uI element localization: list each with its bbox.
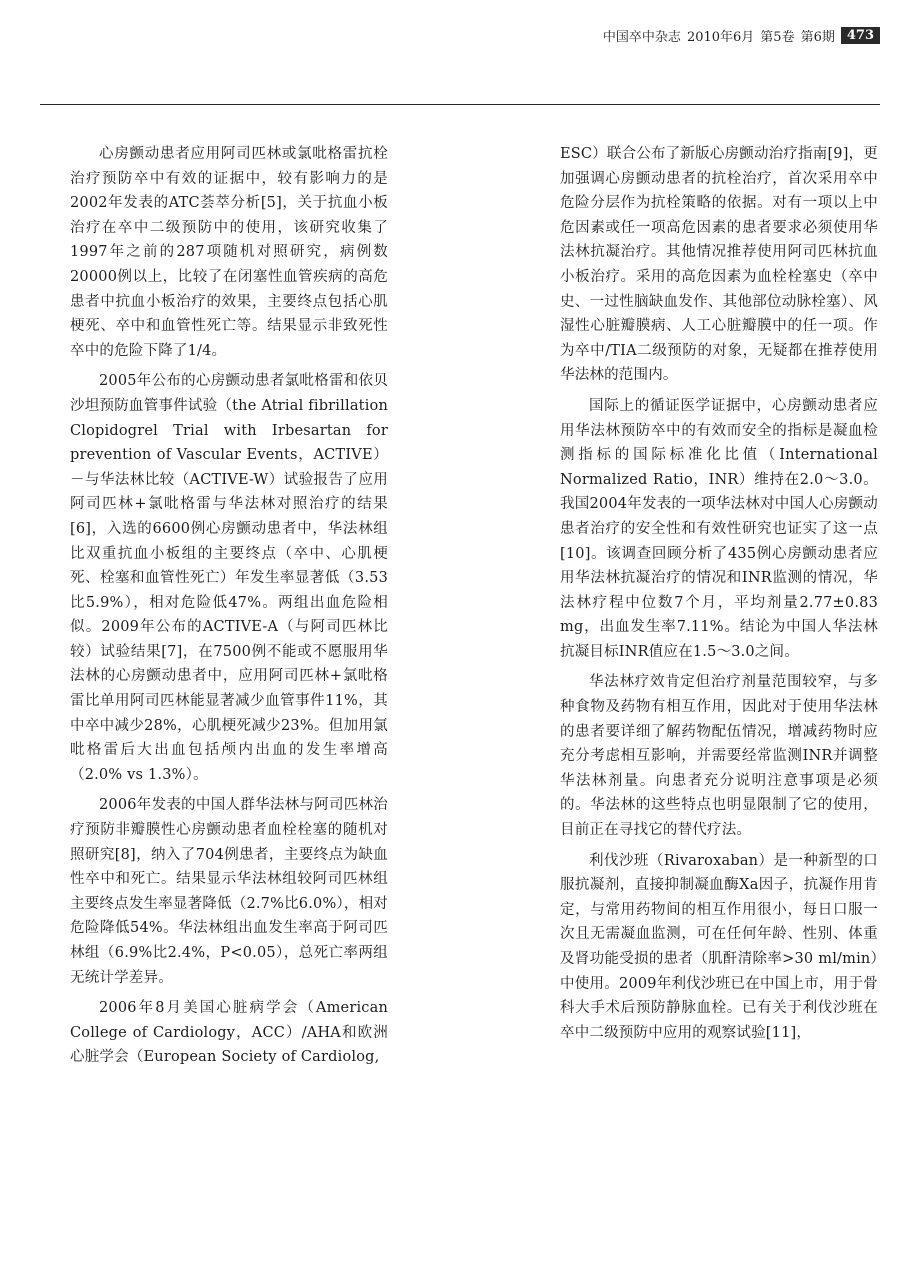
paragraph: 利伐沙班（Rivaroxaban）是一种新型的口服抗凝剂，直接抑制凝血酶Xa因子，抗凝作用肯定，与常用药物间的相互作用很小，每日口服一次且无需凝血监测，可在任何年龄、性别、体重及肾功能受损的患者（肌酐清除率>30 ml/min）中使用。2009年利伐沙班已在中国上市，用于骨科大手术后预防静脉血栓。已有关于利伐沙班在卒中二级预防中应用的观察试验[11]，: [560, 852, 878, 1041]
running-header: [603, 26, 880, 45]
journal-name: 中国卒中杂志: [602, 30, 681, 45]
header-rule: [40, 104, 880, 105]
issue-number: 第6期: [800, 30, 835, 45]
right-column: [560, 142, 878, 1076]
paragraph: 心房颤动患者应用阿司匹林或氯吡格雷抗栓治疗预防卒中有效的证据中，较有影响力的是2002年发表的ATC荟萃分析[5]，关于抗血小板治疗在卒中二级预防中的使用，该研究收集了1997年之前的287项随机对照研究，病例数20000例以上，比较了在闭塞性血管疾病的高危患者中抗血小板治疗的效果，主要终点包括心肌梗死、卒中和血管性死亡等。结果显示非致死性卒中的危险下降了1/4。: [70, 146, 388, 359]
paragraph: 国际上的循证医学证据中，心房颤动患者应用华法林预防卒中的有效而安全的指标是凝血检测指标的国际标准化比值（International Normalized Ratio，INR）维持在2.0～3.0。我国2004年发表的一项华法林对中国人心房颤动患者治疗的安全性和有效性研究也证实了这一点[10]。该调查回顾分析了435例心房颤动患者应用华法林抗凝治疗的情况和INR监测的情况，华法林疗程中位数7个月，平均剂量2.77±0.83 mg，出血发生率7.11%。结论为中国人华法林抗凝目标INR值应在1.5～3.0之间。: [560, 397, 878, 660]
paragraph: 华法林疗效肯定但治疗剂量范围较窄，与多种食物及药物有相互作用，因此对于使用华法林的患者要详细了解药物配伍情况，增减药物时应充分考虑相互影响，并需要经常监测INR并调整华法林剂量。向患者充分说明注意事项是必须的。华法林的这些特点也明显限制了它的使用，目前正在寻找它的替代疗法。: [560, 674, 878, 839]
volume: 第5卷: [760, 30, 795, 45]
paragraph: 2006年发表的中国人群华法林与阿司匹林治疗预防非瓣膜性心房颤动患者血栓栓塞的随机对照研究[8]，纳入了704例患者，主要终点为缺血性卒中和死亡。结果显示华法林组较阿司匹林组主要终点发生率显著降低（2.7%比6.0%），相对危险降低54%。华法林组出血发生率高于阿司匹林组（6.9%比2.4%，P<0.05），总死亡率两组无统计学差异。: [70, 797, 388, 986]
issue-date: 2010年6月: [686, 30, 755, 45]
page-number: 473: [841, 27, 880, 44]
paragraph: ESC）联合公布了新版心房颤动治疗指南[9]，更加强调心房颤动患者的抗栓治疗，首次采用卒中危险分层作为抗栓策略的依据。对有一项以上中危因素或任一项高危因素的患者要求必须使用华法林抗凝治疗。其他情况推荐使用阿司匹林抗血小板治疗。采用的高危因素为血栓栓塞史（卒中史、一过性脑缺血发作、其他部位动脉栓塞）、风湿性心脏瓣膜病、人工心脏瓣膜中的任一项。作为卒中/TIA二级预防的对象，无疑都在推荐使用华法林的范围内。: [560, 146, 878, 384]
paragraph: 2006年8月美国心脏病学会（American College of Cardiology，ACC）/AHA和欧洲心脏学会（European Society of Cardiolog,: [70, 1000, 388, 1066]
article-body: [70, 142, 878, 1076]
paragraph: 2005年公布的心房颤动患者氯吡格雷和依贝沙坦预防血管事件试验（the Atrial fibrillation Clopidogrel Trial with Irbesartan for prevention of Vascular Events，ACTIVE）－与华法林比较（ACTIVE-W）试验报告了应用阿司匹林+氯吡格雷与华法林对照治疗的结果[6]，入选的6600例心房颤动患者中，华法林组比双重抗血小板组的主要终点（卒中、心肌梗死、栓塞和血管性死亡）年发生率显著低（3.53比5.9%），相对危险低47%。两组出血危险相似。2009年公布的ACTIVE-A（与阿司匹林比较）试验结果[7]，在7500例不能或不愿服用华法林的心房颤动患者中，应用阿司匹林+氯吡格雷比单用阿司匹林能显著减少血管事件11%，其中卒中减少28%，心肌梗死减少23%。但加用氯吡格雷后大出血包括颅内出血的发生率增高（2.0% vs 1.3%）。: [70, 373, 388, 783]
left-column: [70, 142, 388, 1076]
